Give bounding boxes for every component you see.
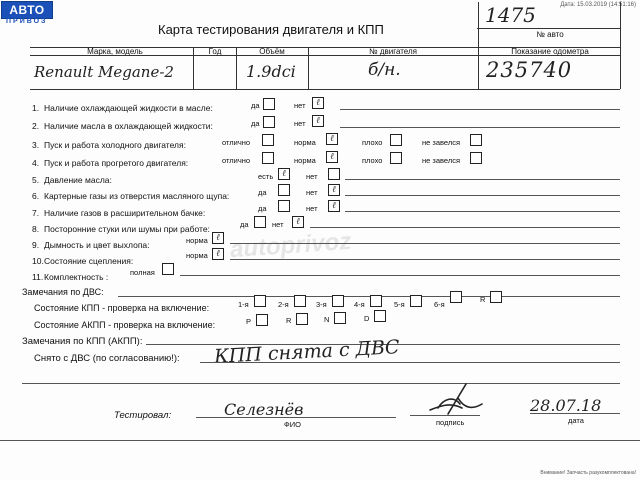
kpp-gear-2-label: 2-я xyxy=(278,300,289,309)
date-caption: дата xyxy=(568,416,584,425)
table-line xyxy=(620,2,621,89)
row-7-opt-no: нет xyxy=(306,204,318,213)
col-header-year: Год xyxy=(208,47,222,56)
fio-caption: ФИО xyxy=(284,420,301,429)
row-4-nostart-checkbox[interactable] xyxy=(470,152,482,164)
akpp-state-label: Состояние АКПП - проверка на включение: xyxy=(34,320,216,330)
dvs-remarks-line xyxy=(118,296,620,297)
row-2-yes-checkbox[interactable] xyxy=(263,116,275,128)
kpp-gear-5-label: 5-я xyxy=(394,300,405,309)
tester-name: Селезнёв xyxy=(224,400,304,419)
value-odometer: 235740 xyxy=(486,58,573,82)
fio-line xyxy=(196,417,396,418)
row-9-normal-checkbox[interactable]: ℓ xyxy=(212,232,224,244)
autoprivoz-logo: АВТО xyxy=(1,1,53,19)
bottom-divider xyxy=(0,440,640,441)
kpp-gear-5-checkbox[interactable] xyxy=(410,295,422,307)
row-11-full-checkbox[interactable] xyxy=(162,263,174,275)
footer-notice: Внимание! Запчасть разукомплектована! xyxy=(540,470,636,476)
row-3-bad-checkbox[interactable] xyxy=(390,134,402,146)
row-3-opt-excellent: отлично xyxy=(222,138,251,147)
tested-label: Тестировал: xyxy=(114,410,172,421)
row-4-opt-nostart: не завелся xyxy=(422,156,461,165)
date-stamp: Дата: 15.03.2019 (14:51:16) xyxy=(560,2,636,8)
kpp-gear-1-checkbox[interactable] xyxy=(254,295,266,307)
kpp-gear-r-checkbox[interactable] xyxy=(490,291,502,303)
row-1-label: Наличие охлаждающей жидкости в масле: xyxy=(44,103,213,113)
row-11-number: 11. xyxy=(32,272,44,282)
row-7-line xyxy=(345,211,620,212)
row-3-opt-nostart: не завелся xyxy=(422,138,461,147)
row-8-opt-yes: да xyxy=(240,220,249,229)
row-8-no-checkbox[interactable]: ℓ xyxy=(292,216,304,228)
row-8-label: Посторонние стуки или шумы при работе: xyxy=(44,224,210,234)
row-6-line xyxy=(345,195,620,196)
row-4-normal-checkbox[interactable]: ℓ xyxy=(326,151,338,163)
page-title: Карта тестирования двигателя и КПП xyxy=(158,22,384,37)
kpp-gear-3-checkbox[interactable] xyxy=(332,295,344,307)
row-3-opt-bad: плохо xyxy=(362,138,383,147)
row-1-opt-yes: да xyxy=(251,101,260,110)
row-2-label: Наличие масла в охлаждающей жидкости: xyxy=(44,121,213,131)
row-4-opt-normal: норма xyxy=(294,156,316,165)
row-9-number: 9. xyxy=(32,240,40,250)
kpp-remarks-label: Замечания по КПП (АКПП): xyxy=(22,336,143,347)
kpp-gear-4-label: 4-я xyxy=(354,300,365,309)
row-10-opt-normal: норма xyxy=(186,251,208,260)
row-2-no-checkbox[interactable]: ℓ xyxy=(312,115,324,127)
row-7-no-checkbox[interactable]: ℓ xyxy=(328,200,340,212)
row-6-label: Картерные газы из отверстия масляного щупа: xyxy=(44,191,230,201)
row-9-line xyxy=(230,243,620,244)
row-4-opt-bad: плохо xyxy=(362,156,383,165)
table-line xyxy=(478,2,479,89)
row-2-number: 2. xyxy=(32,121,40,131)
row-8-yes-checkbox[interactable] xyxy=(254,216,266,228)
row-10-label: Состояние сцепления: xyxy=(44,256,134,266)
blank-line xyxy=(22,383,620,384)
value-volume: 1.9dci xyxy=(246,62,296,81)
removed-label: Снято с ДВС (по согласованию!): xyxy=(34,353,180,364)
kpp-gear-6-label: 6-я xyxy=(434,300,445,309)
removed-value: КПП снята с ДВС xyxy=(213,336,401,368)
row-1-no-checkbox[interactable]: ℓ xyxy=(312,97,324,109)
row-11-opt-full: полная xyxy=(130,268,155,277)
value-model: Renault Megane-2 xyxy=(34,63,174,81)
akpp-n-checkbox[interactable] xyxy=(334,312,346,324)
row-7-label: Наличие газов в расширительном бачке: xyxy=(44,208,206,218)
removed-line xyxy=(200,362,620,363)
table-line xyxy=(477,28,620,29)
row-2-line xyxy=(340,127,620,128)
row-11-line xyxy=(180,275,620,276)
table-line xyxy=(308,47,309,89)
row-10-number: 10. xyxy=(32,256,44,266)
row-1-number: 1. xyxy=(32,103,40,113)
value-engine-no: б/н. xyxy=(368,60,401,80)
row-1-opt-no: нет xyxy=(294,101,306,110)
row-7-number: 7. xyxy=(32,208,40,218)
akpp-p-label: P xyxy=(246,317,252,326)
akpp-n-label: N xyxy=(324,315,330,324)
row-7-opt-yes: да xyxy=(258,204,267,213)
date-line xyxy=(530,413,620,414)
row-2-opt-yes: да xyxy=(251,119,260,128)
col-header-car-no: № авто xyxy=(536,30,564,39)
col-header-engine: № двигателя xyxy=(369,47,417,56)
kpp-gear-1-label: 1-я xyxy=(238,300,249,309)
row-2-opt-no: нет xyxy=(294,119,306,128)
sign-caption: подпись xyxy=(436,418,465,427)
row-5-opt-no: нет xyxy=(306,172,318,181)
kpp-gear-4-checkbox[interactable] xyxy=(370,295,382,307)
row-6-opt-yes: да xyxy=(258,188,267,197)
row-5-no-checkbox[interactable] xyxy=(328,168,340,180)
row-5-label: Давление масла: xyxy=(44,175,112,185)
row-8-number: 8. xyxy=(32,224,40,234)
kpp-gear-6-checkbox[interactable] xyxy=(450,291,462,303)
row-6-number: 6. xyxy=(32,191,40,201)
row-9-opt-normal: норма xyxy=(186,236,208,245)
row-6-opt-no: нет xyxy=(306,188,318,197)
row-11-label: Комплектность : xyxy=(44,272,109,282)
row-8-opt-no: нет xyxy=(272,220,284,229)
row-3-number: 3. xyxy=(32,140,40,150)
col-header-volume: Объём xyxy=(259,47,285,56)
logo-subtitle: ПРИВОЗ xyxy=(6,18,48,25)
row-4-opt-excellent: отлично xyxy=(222,156,251,165)
row-10-line xyxy=(230,259,620,260)
handwritten-number: 1475 xyxy=(485,3,536,27)
table-line xyxy=(30,89,620,90)
row-4-label: Пуск и работа прогретого двигателя: xyxy=(44,158,189,168)
col-header-odometer: Показание одометра xyxy=(511,47,589,56)
signature xyxy=(420,378,490,418)
row-5-number: 5. xyxy=(32,175,40,185)
row-9-label: Дымность и цвет выхлопа: xyxy=(44,240,150,250)
akpp-r-label: R xyxy=(286,316,292,325)
row-3-opt-normal: норма xyxy=(294,138,316,147)
akpp-d-checkbox[interactable] xyxy=(374,310,386,322)
row-5-opt-yes: есть xyxy=(258,172,274,181)
row-10-normal-checkbox[interactable]: ℓ xyxy=(212,248,224,260)
kpp-gear-2-checkbox[interactable] xyxy=(294,295,306,307)
akpp-d-label: D xyxy=(364,314,370,323)
dvs-remarks-label: Замечания по ДВС: xyxy=(22,287,104,297)
row-3-label: Пуск и работа холодного двигателя: xyxy=(44,140,186,150)
row-5-line xyxy=(345,179,620,180)
row-7-yes-checkbox[interactable] xyxy=(278,200,290,212)
row-8-line xyxy=(310,227,620,228)
row-3-nostart-checkbox[interactable] xyxy=(470,134,482,146)
sign-line xyxy=(410,415,480,416)
watermark: autoprivoz xyxy=(229,227,353,264)
row-3-normal-checkbox[interactable]: ℓ xyxy=(326,133,338,145)
row-6-yes-checkbox[interactable] xyxy=(278,184,290,196)
akpp-r-checkbox[interactable] xyxy=(296,313,308,325)
test-date: 28.07.18 xyxy=(530,396,602,415)
kpp-gear-r-label: R xyxy=(480,295,486,304)
row-5-yes-checkbox[interactable]: ℓ xyxy=(278,168,290,180)
row-4-bad-checkbox[interactable] xyxy=(390,152,402,164)
kpp-state-label: Состояние КПП - проверка на включение: xyxy=(34,303,210,313)
row-3-excellent-checkbox[interactable] xyxy=(262,134,274,146)
row-6-no-checkbox[interactable]: ℓ xyxy=(328,184,340,196)
row-4-excellent-checkbox[interactable] xyxy=(262,152,274,164)
akpp-p-checkbox[interactable] xyxy=(256,314,268,326)
row-1-yes-checkbox[interactable] xyxy=(263,98,275,110)
row-1-line xyxy=(340,109,620,110)
kpp-gear-3-label: 3-я xyxy=(316,300,327,309)
col-header-model: Марка, модель xyxy=(87,47,143,56)
row-4-number: 4. xyxy=(32,158,40,168)
